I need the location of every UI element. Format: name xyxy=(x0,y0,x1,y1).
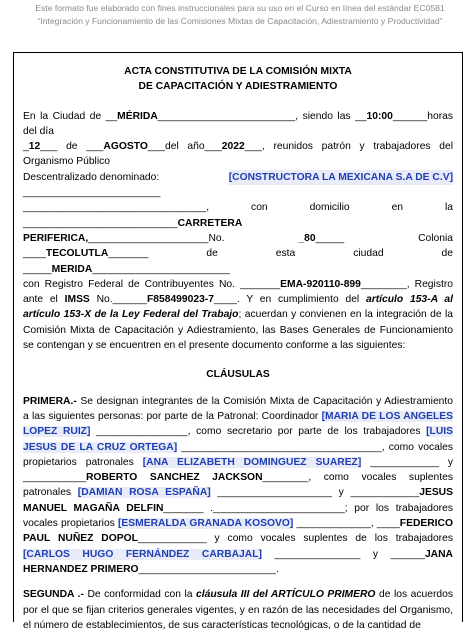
day-value: 12 xyxy=(28,141,41,153)
clause-reference: cláusula III del ARTÍCULO PRIMERO xyxy=(196,589,376,601)
text: _______ ._______________________; por los trabajadores vocales propietarios xyxy=(23,502,453,530)
vocal-trabajador-2: FEDERICO PAUL NUÑEZ DOPOL xyxy=(23,518,453,545)
text: En la Ciudad de __ xyxy=(23,110,118,122)
text: de los acuerdos por el que se fijan criterios generales vigentes, y en razón de las necesidades del Organismo, el número de establecimientos, de sus características tecnológicas, o de la cantidad de xyxy=(23,589,454,631)
street-value: CARRETERA xyxy=(177,217,243,229)
text: _____________, ____ xyxy=(293,518,400,530)
intro-paragraph xyxy=(23,109,453,354)
year-value: 2022 xyxy=(221,141,245,153)
text: ________, como vocales suplentes patronales xyxy=(23,472,453,499)
month-value: AGOSTO xyxy=(103,141,148,153)
suplente-trabajador-2: JANA HERNANDEZ PRIMERO xyxy=(23,548,453,575)
blank-line: ________________________ xyxy=(23,187,161,199)
suplente-patronal-1: [DAMIAN ROSA ESPAÑA] xyxy=(77,487,211,499)
company-name: [CONSTRUCTORA LA MEXICANA S.A DE C.V] xyxy=(229,170,453,185)
clausulas-heading: CLÁUSULAS xyxy=(206,369,270,381)
time-value: 10:00 xyxy=(366,110,393,122)
city2-line xyxy=(23,262,453,277)
suplente-trabajador-1: [CARLOS HUGO FERNÁNDEZ CARBAJAL] xyxy=(23,548,262,560)
text: ____________________ y ____________ xyxy=(210,487,420,499)
clause-label: PRIMERA.- xyxy=(23,395,77,407)
text: ___ de ___ xyxy=(40,141,104,153)
number-value: _80 xyxy=(298,232,316,244)
text: ____________ y ___________ xyxy=(23,456,453,484)
text: ; acuerdan y convienen en la integración de la Comisión Mixta de Capacitación y Adiestramiento, las Bases Generales de Funcionamiento se contengan y se encuentren en el presente documento conforme a las siguientes: xyxy=(23,309,453,352)
coordinator-name: [MARIA DE LOS ANGELES LOPEZ RUIZ] xyxy=(23,410,453,438)
text: ______horas del día xyxy=(23,110,454,137)
city2-value: MERIDA xyxy=(51,263,93,275)
text: domicilio xyxy=(309,202,350,214)
header-line-1: Este formato fue elaborado con fines instruccionales para su uso en el Curso en línea del estándar EC0581 xyxy=(35,3,445,13)
text: De conformidad con la xyxy=(83,589,196,601)
text: la xyxy=(444,202,453,214)
title-line-1: ACTA CONSTITUTIVA DE LA COMISIÓN MIXTA xyxy=(124,66,352,77)
text: Colonia xyxy=(418,232,453,244)
text: en xyxy=(391,202,404,214)
street-line xyxy=(23,216,453,231)
clause-segunda xyxy=(23,587,453,633)
text: ___________________________________, como vocales propietarios patronales xyxy=(23,441,454,468)
imss-number: F858499023-7 xyxy=(146,294,214,306)
text: _______________ y ______ xyxy=(261,548,425,560)
text: _____ xyxy=(315,232,345,244)
text: esta xyxy=(275,248,296,260)
clause-label: SEGUNDA .- xyxy=(23,589,84,601)
header-line-2: “Integración y Funcionamiento de las Comisiones Mixtas de Capacitación, Adiestramiento y Productividad” xyxy=(37,16,443,26)
document-title xyxy=(23,64,453,95)
text: ________________, como secretario por parte de los trabajadores xyxy=(90,426,427,438)
domicile-line xyxy=(23,200,453,215)
legal-reference: artículo 153-A al artículo 153-X de la Ley Federal del Trabajo xyxy=(23,294,453,321)
text: _______ xyxy=(108,248,149,260)
city-value: MÉRIDA xyxy=(117,110,158,122)
text: ____. Y en cumplimiento del xyxy=(213,294,366,306)
text: _____________________No. xyxy=(88,232,225,244)
vocal-patronal-1: [ANA ELIZABETH DOMINGUEZ SUAREZ] xyxy=(142,456,362,468)
text: ciudad xyxy=(353,248,384,260)
document-header-note xyxy=(20,2,460,28)
text: con Registro Federal de Contribuyentes No. _______ xyxy=(23,278,281,290)
vocal-trabajador-1: [ESMERALDA GRANADA KOSOVO] xyxy=(117,518,294,530)
number-line xyxy=(23,231,453,246)
clause-primera xyxy=(23,394,453,578)
text: Se designan integrantes de la Comisión Mixta de Capacitación y Adiestramiento a las siguientes personas: por parte de la Patronal: Coordinador xyxy=(23,395,453,422)
text: ________________________, siendo las __ xyxy=(157,110,367,122)
imss-label: IMSS xyxy=(64,294,90,306)
street-value-2: PERIFERICA, xyxy=(23,232,89,244)
text: _ xyxy=(23,141,29,153)
colonia-line xyxy=(23,246,453,261)
text: de xyxy=(441,248,453,260)
title-line-2: DE CAPACITACIÓN Y ADIESTRAMIENTO xyxy=(138,81,338,93)
colonia-value: TECOLUTLA xyxy=(45,248,109,260)
text: ________________________. xyxy=(138,563,279,575)
text: ___________________________ xyxy=(23,217,178,229)
document-body xyxy=(23,64,453,633)
text: _____ xyxy=(23,263,52,275)
text: ____ xyxy=(23,248,46,260)
text: ____________ y como vocales suplentes de los trabajadores xyxy=(137,533,453,545)
vocal-patronal-2: ROBERTO SANCHEZ JACKSON xyxy=(86,472,263,484)
company-line xyxy=(23,170,453,185)
text: Descentralizado denominado: xyxy=(23,171,160,183)
secretary-name: [LUIS JESUS DE LA CRUZ ORTEGA] xyxy=(23,426,453,453)
rfc-value: EMA-920110-899 xyxy=(280,278,361,290)
text: ___, reunidos patrón y trabajadores del Organismo Público xyxy=(23,141,453,168)
text: ___del año___ xyxy=(147,141,222,153)
suplente-patronal-2: JESUS MANUEL MAGAÑA DELFIN xyxy=(23,487,453,514)
text: con xyxy=(251,202,268,214)
text: ________________________ xyxy=(92,263,230,275)
text: ________________________________, xyxy=(23,202,210,214)
text: No.______ xyxy=(96,294,147,306)
text: ________, Registro ante el xyxy=(23,278,453,306)
text: de xyxy=(206,248,218,260)
